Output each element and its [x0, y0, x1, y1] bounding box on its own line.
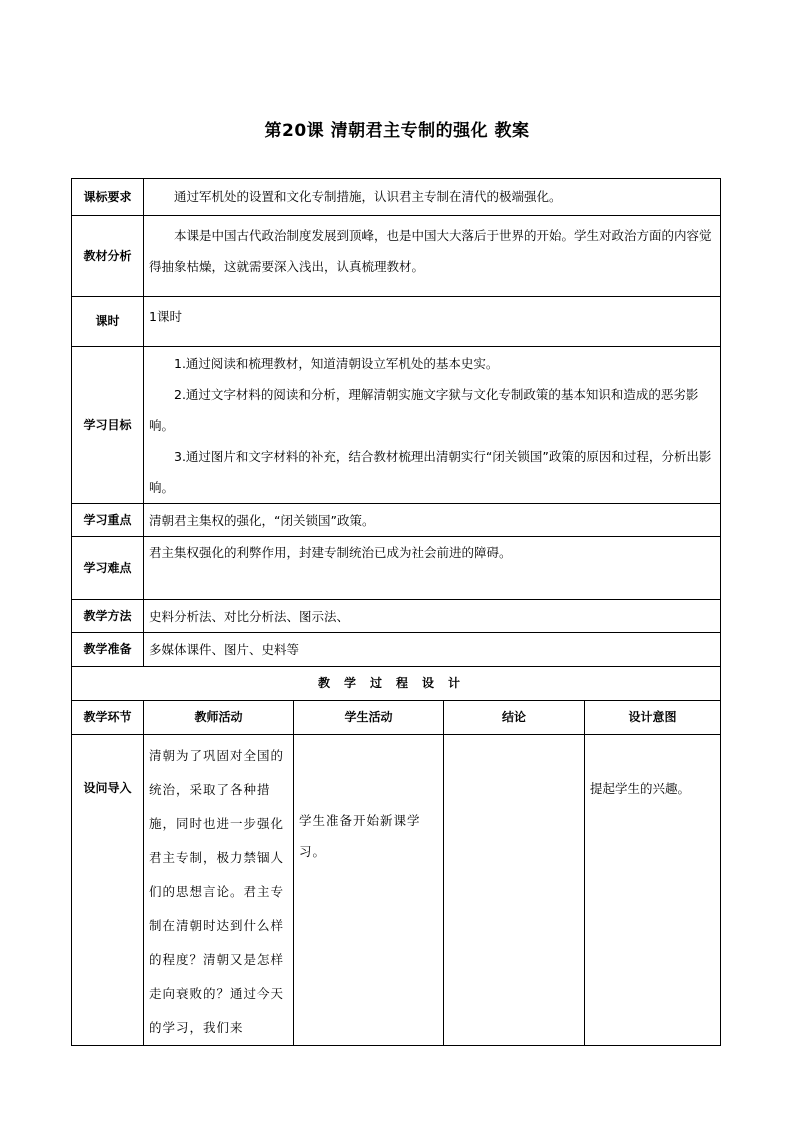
value-key-points: 清朝君主集权的强化，“闭关锁国”政策。 [144, 504, 721, 537]
header-conclusion: 结论 [444, 701, 585, 735]
row-key-points [72, 504, 721, 537]
value-teaching-methods: 史料分析法、对比分析法、图示法、 [144, 600, 721, 633]
stage-intro: 设问导入 [72, 735, 144, 1046]
teacher-activity-intro: 清朝为了巩固对全国的统治，采取了各种措施，同时也进一步强化君主专制，极力禁锢人们的思想言论。君主专制在清朝时达到什么样的程度？清朝又是怎样走向衰败的？通过今天的学习，我们来 [144, 735, 294, 1046]
document-title: 第20课 清朝君主专制的强化 教案 [264, 121, 530, 141]
header-student-activity: 学生活动 [294, 701, 444, 735]
row-process-banner [72, 667, 721, 701]
label-teaching-preparation: 教学准备 [72, 633, 144, 667]
value-textbook-analysis: 本课是中国古代政治制度发展到顶峰，也是中国大大落后于世界的开始。学生对政治方面的内容觉得抽象枯燥，这就需要深入浅出，认真梳理教材。 [144, 216, 721, 297]
row-process-headers [72, 701, 721, 735]
row-textbook-analysis [72, 216, 721, 297]
conclusion-intro [444, 735, 585, 1046]
label-difficult-points: 学习难点 [72, 537, 144, 600]
label-key-points: 学习重点 [72, 504, 144, 537]
value-class-hours: 1课时 [144, 297, 721, 347]
label-class-hours: 课时 [72, 297, 144, 347]
value-curriculum-standard: 通过军机处的设置和文化专制措施，认识君主专制在清代的极端强化。 [144, 179, 721, 216]
row-teaching-methods [72, 600, 721, 633]
value-learning-goals [144, 347, 721, 504]
header-design-intent: 设计意图 [585, 701, 721, 735]
header-teacher-activity: 教师活动 [144, 701, 294, 735]
row-curriculum-standard [72, 179, 721, 216]
row-difficult-points [72, 537, 721, 600]
row-learning-goals [72, 347, 721, 504]
value-teaching-preparation: 多媒体课件、图片、史料等 [144, 633, 721, 667]
process-banner: 教学过程设计 [72, 667, 721, 701]
header-stage: 教学环节 [72, 701, 144, 735]
goal-item: 3.通过图片和文字材料的补充，结合教材梳理出清朝实行“闭关锁国”政策的原因和过程，分析出影响。 [149, 449, 712, 495]
row-teaching-preparation [72, 633, 721, 667]
row-class-hours [72, 297, 721, 347]
goal-item: 2.通过文字材料的阅读和分析，理解清朝实施文字狱与文化专制政策的基本知识和造成的恶劣影响。 [149, 387, 699, 433]
label-curriculum-standard: 课标要求 [72, 179, 144, 216]
design-intent-intro: 提起学生的兴趣。 [585, 735, 721, 1046]
label-textbook-analysis: 教材分析 [72, 216, 144, 297]
label-learning-goals: 学习目标 [72, 347, 144, 504]
student-activity-intro: 学生准备开始新课学习。 [294, 735, 444, 1046]
row-process-intro [72, 735, 721, 1046]
label-teaching-methods: 教学方法 [72, 600, 144, 633]
lesson-plan-table [71, 178, 721, 1046]
value-difficult-points: 君主集权强化的利弊作用，封建专制统治已成为社会前进的障碍。 [144, 537, 721, 600]
goal-item: 1.通过阅读和梳理教材，知道清朝设立军机处的基本史实。 [174, 356, 499, 371]
